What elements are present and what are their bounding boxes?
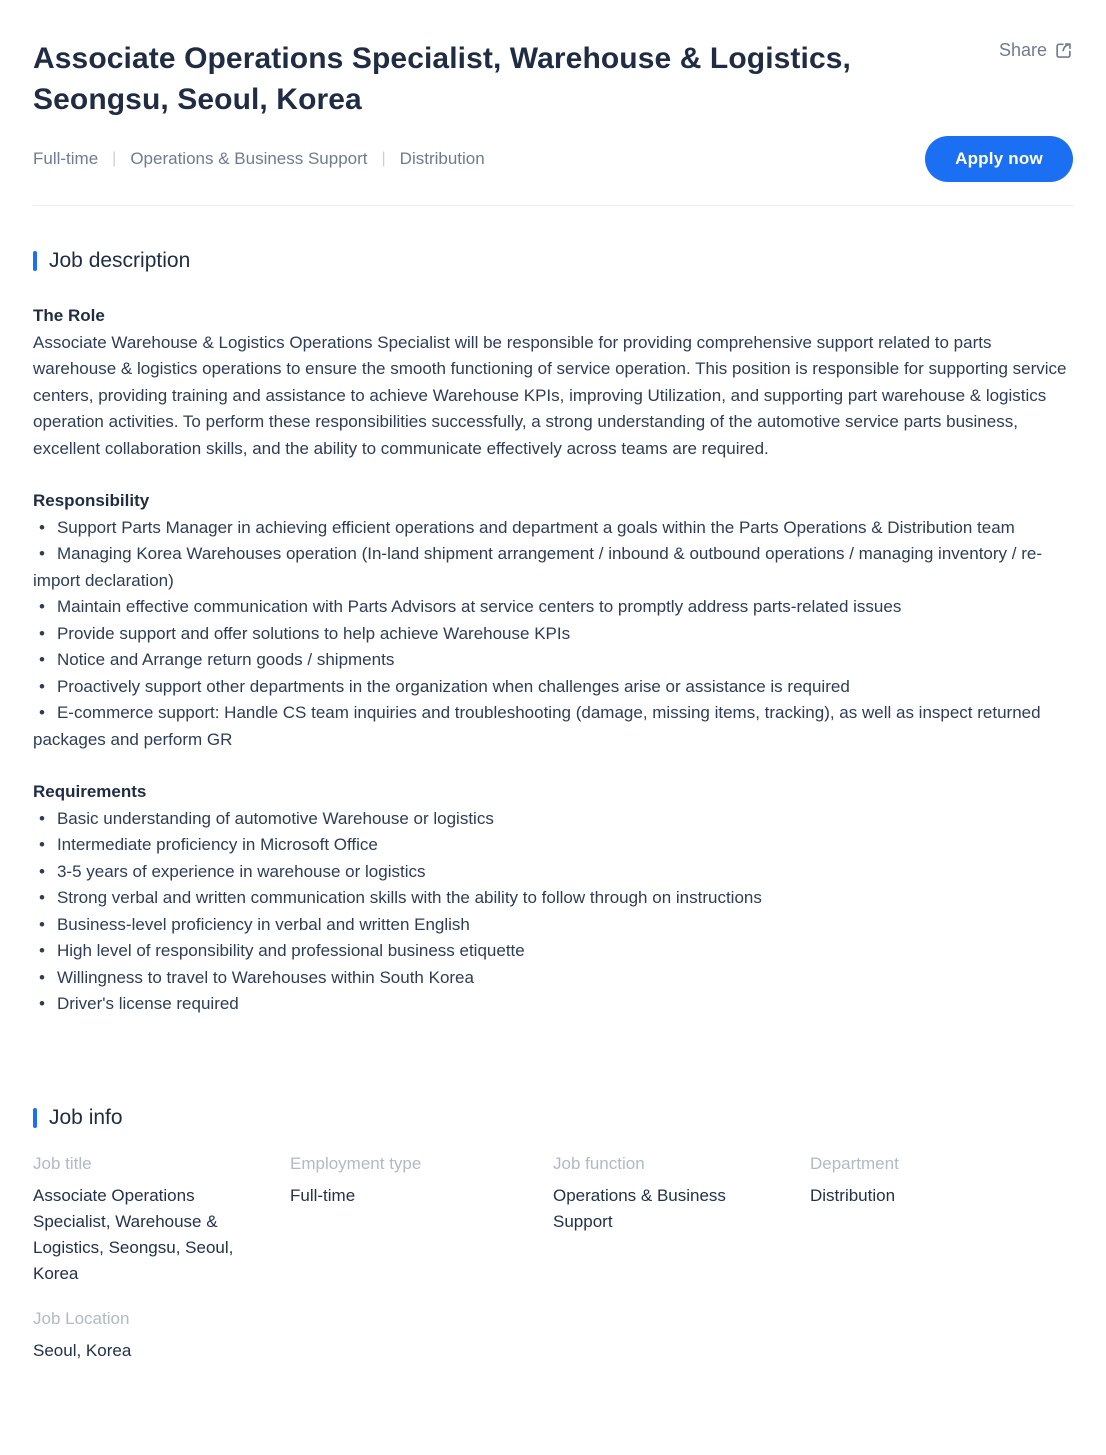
meta-department: Distribution — [399, 149, 485, 168]
bullet-icon: • — [39, 544, 45, 563]
page-title: Associate Operations Specialist, Warehouse & Logistics, Seongsu, Seoul, Korea — [33, 42, 851, 116]
job-description-heading-label: Job description — [49, 249, 191, 272]
job-info-heading-label: Job info — [49, 1105, 123, 1129]
bullet-icon: • — [39, 623, 45, 643]
list-item — [33, 515, 1073, 542]
requirements-list — [33, 806, 1073, 1018]
apply-now-button[interactable]: Apply now — [925, 136, 1073, 182]
job-description-heading — [33, 249, 1073, 273]
share-label: Share — [998, 40, 1047, 60]
meta-separator: | — [112, 150, 117, 167]
the-role-subheading: The Role — [33, 306, 105, 325]
job-info-grid — [33, 1154, 1073, 1364]
bullet-icon: • — [39, 597, 45, 616]
job-meta-row — [33, 136, 1073, 182]
meta-separator: | — [381, 150, 386, 167]
meta-job-function: Operations & Business Support — [130, 149, 368, 168]
requirements-subheading: Requirements — [33, 782, 147, 801]
bullet-icon: • — [39, 808, 45, 828]
list-item-text: Support Parts Manager in achieving efficient operations and department a goals within the Parts Operations & Distribution team — [56, 517, 1015, 537]
bullet-icon: • — [39, 967, 45, 987]
list-item — [33, 832, 1073, 859]
field-value: Operations & Business Support — [553, 1185, 726, 1231]
section-accent-bar — [33, 251, 37, 271]
list-item-text: Willingness to travel to Warehouses within South Korea — [56, 967, 474, 987]
field-label: Department — [810, 1153, 899, 1173]
bullet-icon: • — [39, 650, 45, 669]
field-department — [810, 1154, 1073, 1287]
bullet-icon: • — [39, 517, 45, 537]
list-item-text: Intermediate proficiency in Microsoft Office — [56, 835, 378, 854]
header-divider — [33, 205, 1073, 206]
section-accent-bar — [33, 1108, 37, 1128]
bullet-icon: • — [39, 914, 45, 934]
field-job-function — [553, 1154, 810, 1287]
list-item — [33, 885, 1073, 912]
list-item — [33, 991, 1073, 1018]
field-label: Employment type — [290, 1153, 422, 1173]
share-button[interactable] — [999, 40, 1073, 61]
page-header — [33, 38, 1073, 120]
list-item-text: Notice and Arrange return goods / shipments — [56, 650, 395, 669]
list-item-text: Basic understanding of automotive Warehouse or logistics — [56, 808, 494, 828]
field-value: Full-time — [290, 1185, 356, 1205]
list-item — [33, 965, 1073, 992]
list-item-text: Provide support and offer solutions to help achieve Warehouse KPIs — [56, 623, 571, 643]
list-item — [33, 621, 1073, 648]
list-item-text: Strong verbal and written communication skills with the ability to follow through on instructions — [56, 888, 762, 907]
list-item — [33, 859, 1073, 886]
list-item-text: E-commerce support: Handle CS team inquiries and troubleshooting (damage, missing items, tracking), as well as inspect returned packages and perform GR — [33, 703, 1041, 749]
field-employment-type — [290, 1154, 553, 1287]
field-job-title — [33, 1154, 290, 1287]
bullet-icon: • — [39, 888, 45, 907]
meta-employment-type: Full-time — [33, 149, 99, 168]
list-item — [33, 674, 1073, 701]
list-item-text: Driver's license required — [56, 994, 239, 1013]
list-item-text: Maintain effective communication with Parts Advisors at service centers to promptly address parts-related issues — [56, 597, 902, 616]
list-item — [33, 912, 1073, 939]
list-item-text: Business-level proficiency in verbal and written English — [56, 914, 470, 934]
list-item — [33, 938, 1073, 965]
field-label: Job Location — [33, 1308, 130, 1328]
list-item — [33, 594, 1073, 621]
list-item-text: Proactively support other departments in the organization when challenges arise or assistance is required — [56, 676, 850, 696]
field-value: Seoul, Korea — [33, 1340, 132, 1360]
field-value: Associate Operations Specialist, Warehouse & Logistics, Seongsu, Seoul, Korea — [33, 1185, 234, 1283]
list-item — [33, 806, 1073, 833]
field-job-location — [33, 1309, 290, 1364]
bullet-icon: • — [39, 703, 45, 722]
list-item-text: Managing Korea Warehouses operation (In-land shipment arrangement / inbound & outbound operations / managing inventory / re-import declaration) — [33, 544, 1042, 590]
job-description-body — [33, 303, 1073, 1018]
field-label: Job title — [33, 1153, 92, 1173]
responsibility-list — [33, 515, 1073, 754]
field-label: Job function — [553, 1153, 645, 1173]
bullet-icon: • — [39, 861, 45, 881]
list-item — [33, 700, 1073, 753]
list-item — [33, 541, 1073, 594]
bullet-icon: • — [39, 676, 45, 696]
the-role-paragraph: Associate Warehouse & Logistics Operations Specialist will be responsible for providing comprehensive support related to parts warehouse & logistics operations to ensure the smooth functioning of service operation. This position is responsible for supporting service centers, providing training and assistance to achieve Warehouse KPIs, improving Utilization, and supporting part warehouse & logistics operation activities. To perform these responsibilities successfully, a strong understanding of the automotive service parts business, excellent collaboration skills, and the ability to communicate effectively across teams are required. — [33, 332, 1067, 458]
job-meta — [33, 149, 485, 169]
list-item — [33, 647, 1073, 674]
bullet-icon: • — [39, 941, 45, 960]
bullet-icon: • — [39, 994, 45, 1013]
bullet-icon: • — [39, 835, 45, 854]
job-info-heading — [33, 1106, 1073, 1130]
field-value: Distribution — [810, 1185, 896, 1205]
responsibility-subheading: Responsibility — [33, 491, 150, 510]
list-item-text: 3-5 years of experience in warehouse or logistics — [56, 861, 426, 881]
share-icon — [1054, 41, 1073, 60]
list-item-text: High level of responsibility and professional business etiquette — [56, 941, 525, 960]
